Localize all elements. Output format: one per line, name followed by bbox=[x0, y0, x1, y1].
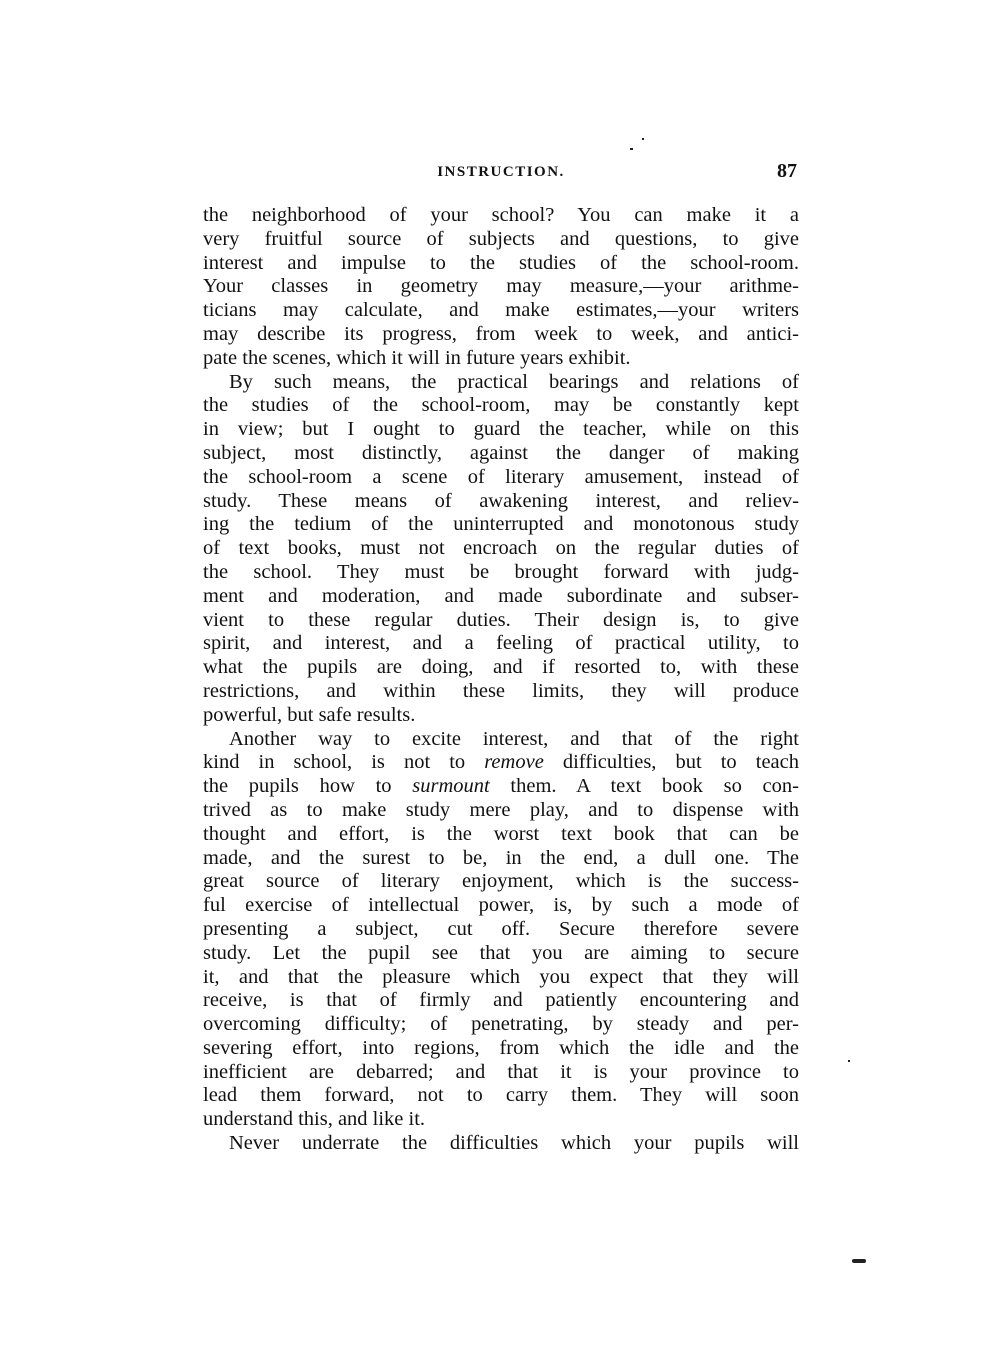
text-line: presenting a subject, cut off. Secure therefore severe bbox=[203, 917, 799, 940]
text-fragment: difficulties, but to teach bbox=[543, 751, 799, 774]
text-line: Another way to excite interest, and that of the right bbox=[229, 727, 799, 750]
text-fragment: kind in school, is not to bbox=[203, 751, 485, 774]
text-line: trived as to make study mere play, and to dispense with bbox=[203, 798, 799, 821]
text-line: may describe its progress, from week to week, and antici- bbox=[203, 322, 799, 345]
body-text bbox=[203, 204, 799, 1156]
text-line: spirit, and interest, and a feeling of practical utility, to bbox=[203, 632, 799, 655]
text-fragment: them. A text book so con- bbox=[489, 775, 799, 798]
text-line: ing the tedium of the uninterrupted and monotonous study bbox=[203, 513, 799, 536]
ink-speck bbox=[852, 1259, 866, 1263]
text-line: made, and the surest to be, in the end, a dull one. The bbox=[203, 846, 799, 869]
text-line: the school. They must be brought forward with judg- bbox=[203, 560, 799, 583]
text-line: By such means, the practical bearings and relations of bbox=[229, 370, 799, 393]
text-line bbox=[203, 751, 799, 775]
text-line: great source of literary enjoyment, which is the success- bbox=[203, 870, 799, 893]
text-line: study. These means of awakening interest, and reliev- bbox=[203, 489, 799, 512]
text-line: of text books, must not encroach on the regular duties of bbox=[203, 537, 799, 560]
text-line: Your classes in geometry may measure,—your arithme- bbox=[203, 275, 799, 298]
italic-word: remove bbox=[484, 751, 544, 774]
text-line: lead them forward, not to carry them. They will soon bbox=[203, 1084, 799, 1107]
text-line: in view; but I ought to guard the teacher, while on this bbox=[203, 418, 799, 441]
text-line: ticians may calculate, and make estimates,—your writers bbox=[203, 299, 799, 322]
text-line: overcoming difficulty; of penetrating, by steady and per- bbox=[203, 1013, 799, 1036]
text-line: it, and that the pleasure which you expect that they will bbox=[203, 965, 799, 988]
text-line: the studies of the school-room, may be constantly kept bbox=[203, 394, 799, 417]
text-line: Never underrate the difficulties which your pupils will bbox=[229, 1132, 799, 1155]
ink-speck bbox=[642, 138, 644, 140]
text-line: restrictions, and within these limits, they will produce bbox=[203, 679, 799, 702]
text-line: thought and effort, is the worst text book that can be bbox=[203, 822, 799, 845]
text-line: ful exercise of intellectual power, is, by such a mode of bbox=[203, 894, 799, 917]
text-line: vient to these regular duties. Their design is, to give bbox=[203, 608, 799, 631]
text-line: receive, is that of firmly and patiently encountering and bbox=[203, 989, 799, 1012]
text-line: what the pupils are doing, and if resorted to, with these bbox=[203, 656, 799, 679]
text-line: the school-room a scene of literary amusement, instead of bbox=[203, 465, 799, 488]
text-fragment: the pupils how to bbox=[203, 775, 413, 798]
text-line: interest and impulse to the studies of the school-room. bbox=[203, 251, 799, 274]
italic-word: surmount bbox=[412, 775, 490, 798]
text-line: study. Let the pupil see that you are aiming to secure bbox=[203, 941, 799, 964]
text-line: ment and moderation, and made subordinate and subser- bbox=[203, 584, 799, 607]
text-line: the neighborhood of your school? You can make it a bbox=[203, 204, 799, 226]
page-number: 87 bbox=[777, 160, 797, 182]
text-line: pate the scenes, which it will in future years exhibit. bbox=[203, 346, 631, 369]
text-line: subject, most distinctly, against the danger of making bbox=[203, 441, 799, 464]
text-line: very fruitful source of subjects and questions, to give bbox=[203, 227, 799, 250]
ink-speck bbox=[848, 1060, 850, 1062]
ink-speck bbox=[630, 148, 633, 150]
running-head: INSTRUCTION. bbox=[437, 164, 565, 180]
text-line: powerful, but safe results. bbox=[203, 703, 416, 726]
text-line bbox=[203, 775, 799, 799]
page-header bbox=[203, 160, 799, 184]
text-line: inefficient are debarred; and that it is your province to bbox=[203, 1060, 799, 1083]
text-line: severing effort, into regions, from which the idle and the bbox=[203, 1036, 799, 1059]
text-line: understand this, and like it. bbox=[203, 1108, 426, 1131]
